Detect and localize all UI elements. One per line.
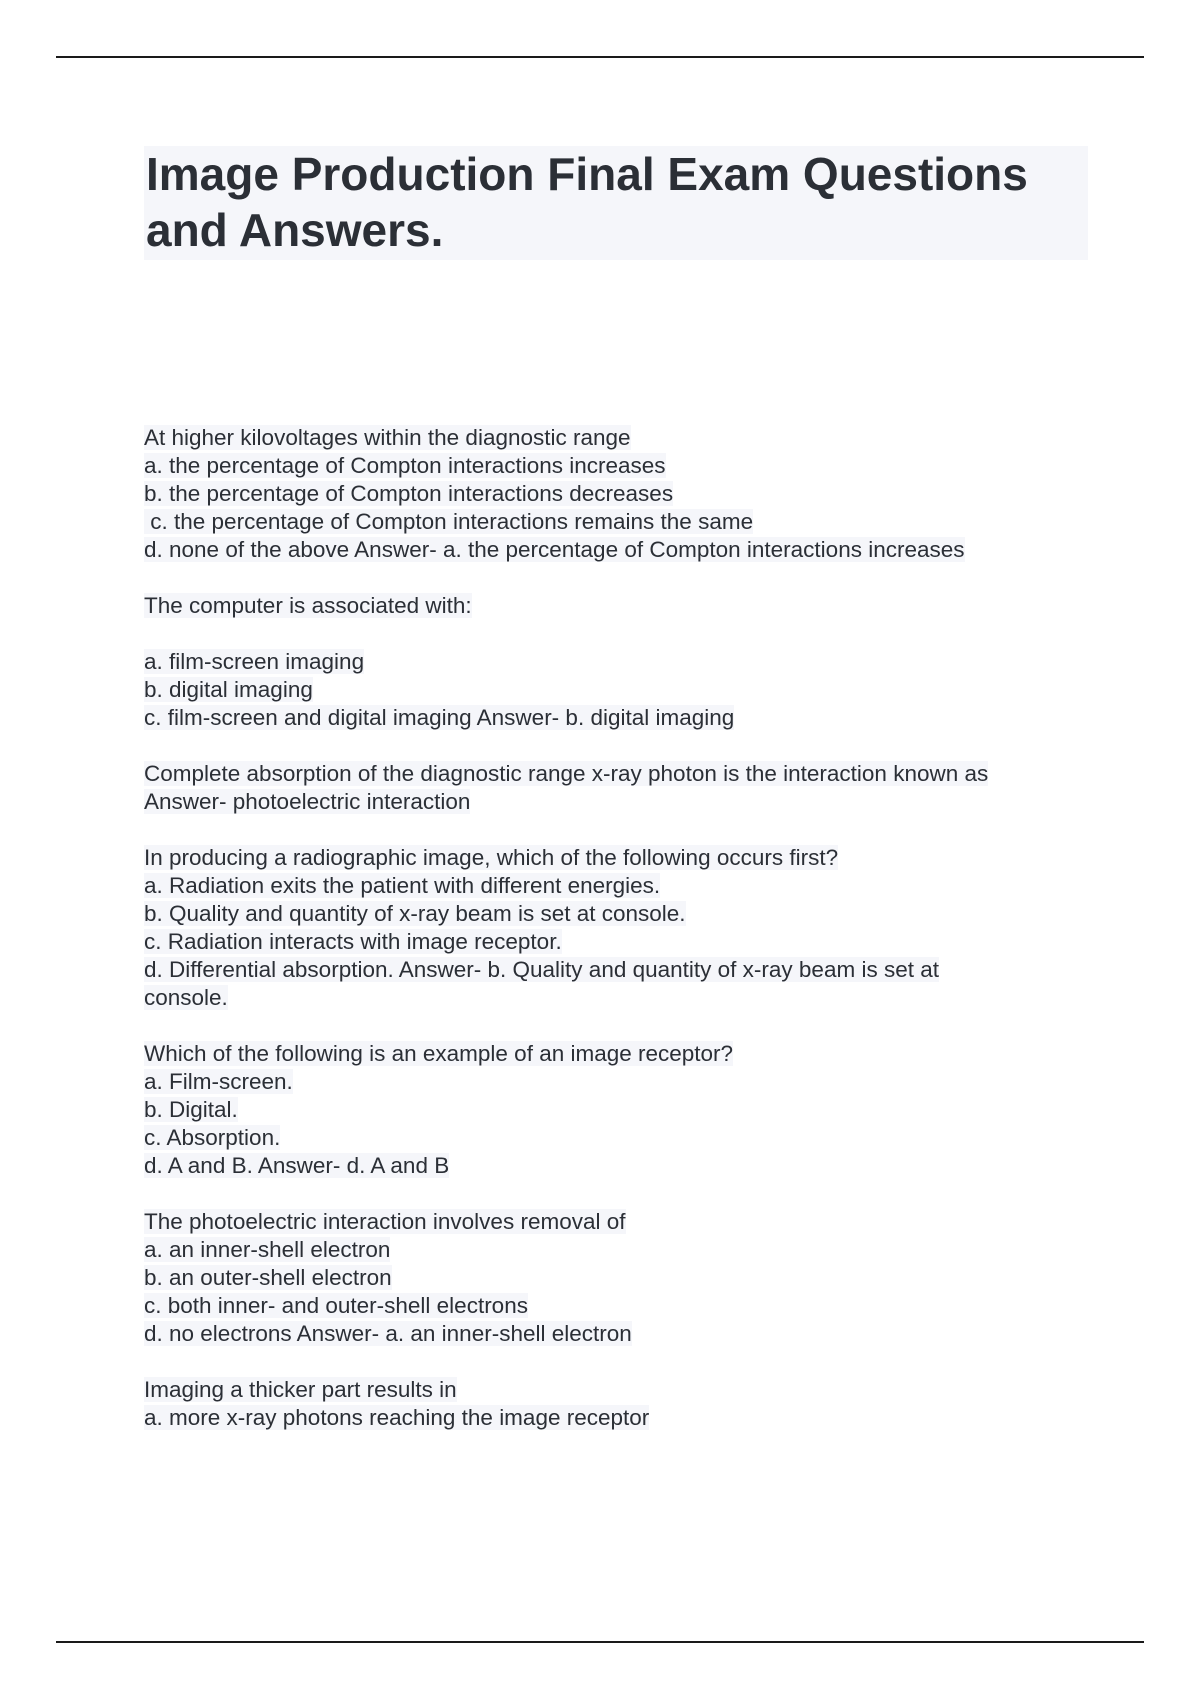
question-text-content: The photoelectric interaction involves removal of <box>144 1209 626 1234</box>
answer-line-content: d. none of the above Answer- a. the percentage of Compton interactions increases <box>144 537 965 562</box>
answer-line-content: d. no electrons Answer- a. an inner-shell electron <box>144 1321 632 1346</box>
answer-line-content: a. the percentage of Compton interactions increases <box>144 453 666 478</box>
question-text <box>144 844 1094 872</box>
answer-line-content: console. <box>144 985 228 1010</box>
question-text <box>144 1208 1094 1236</box>
answer-line <box>144 928 1094 956</box>
answer-line <box>144 704 1094 732</box>
answer-line <box>144 956 1094 984</box>
question-text <box>144 1040 1094 1068</box>
question-text-content: Complete absorption of the diagnostic range x-ray photon is the interaction known as <box>144 761 989 786</box>
question-text-content: The computer is associated with: <box>144 593 472 618</box>
question-block <box>144 1376 1094 1432</box>
question-text-content: Imaging a thicker part results in <box>144 1377 457 1402</box>
answer-line-content: b. Digital. <box>144 1097 238 1122</box>
answer-line-content: a. more x-ray photons reaching the image receptor <box>144 1405 650 1430</box>
answer-line <box>144 1292 1094 1320</box>
answer-line <box>144 984 1094 1012</box>
answer-line <box>144 1152 1094 1180</box>
question-block <box>144 592 1094 732</box>
answer-line <box>144 788 1094 816</box>
answer-line <box>144 1264 1094 1292</box>
answer-line-content: c. both inner- and outer-shell electrons <box>144 1293 528 1318</box>
answer-line <box>144 872 1094 900</box>
question-block <box>144 760 1094 816</box>
answer-line-content: a. Radiation exits the patient with different energies. <box>144 873 661 898</box>
question-block <box>144 1208 1094 1348</box>
answer-line <box>144 900 1094 928</box>
question-text <box>144 424 1094 452</box>
top-rule <box>56 56 1144 58</box>
answer-line-content: a. Film-screen. <box>144 1069 293 1094</box>
answer-line-content: c. Absorption. <box>144 1125 281 1150</box>
question-block <box>144 844 1094 1012</box>
answer-line <box>144 536 1094 564</box>
answer-line-content: a. film-screen imaging <box>144 649 365 674</box>
answer-line <box>144 508 1094 536</box>
question-text-content: At higher kilovoltages within the diagnostic range <box>144 425 631 450</box>
answer-line <box>144 1236 1094 1264</box>
answer-line <box>144 1068 1094 1096</box>
answer-line <box>144 1124 1094 1152</box>
document-title: Image Production Final Exam Questions and Answers. <box>146 148 1028 256</box>
answer-line-content: b. the percentage of Compton interactions decreases <box>144 481 674 506</box>
answer-line-content: d. Differential absorption. Answer- b. Quality and quantity of x-ray beam is set at <box>144 957 939 982</box>
answer-line-content: c. film-screen and digital imaging Answer- b. digital imaging <box>144 705 735 730</box>
answer-line <box>144 1096 1094 1124</box>
answer-line <box>144 452 1094 480</box>
question-list <box>144 424 1094 1460</box>
question-text <box>144 592 1094 620</box>
answer-line-content: b. digital imaging <box>144 677 313 702</box>
answer-line <box>144 676 1094 704</box>
question-text <box>144 1376 1094 1404</box>
answer-line <box>144 1404 1094 1432</box>
title-block <box>144 146 1088 260</box>
answer-line-content: Answer- photoelectric interaction <box>144 789 471 814</box>
answer-line-content: c. the percentage of Compton interactions remains the same <box>144 509 754 534</box>
bottom-rule <box>56 1641 1144 1643</box>
question-text <box>144 760 1094 788</box>
answer-line-content: d. A and B. Answer- d. A and B <box>144 1153 450 1178</box>
question-text-content: Which of the following is an example of an image receptor? <box>144 1041 734 1066</box>
question-text-content: In producing a radiographic image, which of the following occurs first? <box>144 845 839 870</box>
question-block <box>144 1040 1094 1180</box>
answer-line <box>144 480 1094 508</box>
question-block <box>144 424 1094 564</box>
answer-line-content: c. Radiation interacts with image receptor. <box>144 929 562 954</box>
answer-line-content: a. an inner-shell electron <box>144 1237 391 1262</box>
answer-line-content: b. an outer-shell electron <box>144 1265 392 1290</box>
answer-line <box>144 1320 1094 1348</box>
answer-line <box>144 620 1094 648</box>
answer-line-content: b. Quality and quantity of x-ray beam is set at console. <box>144 901 686 926</box>
answer-line <box>144 648 1094 676</box>
